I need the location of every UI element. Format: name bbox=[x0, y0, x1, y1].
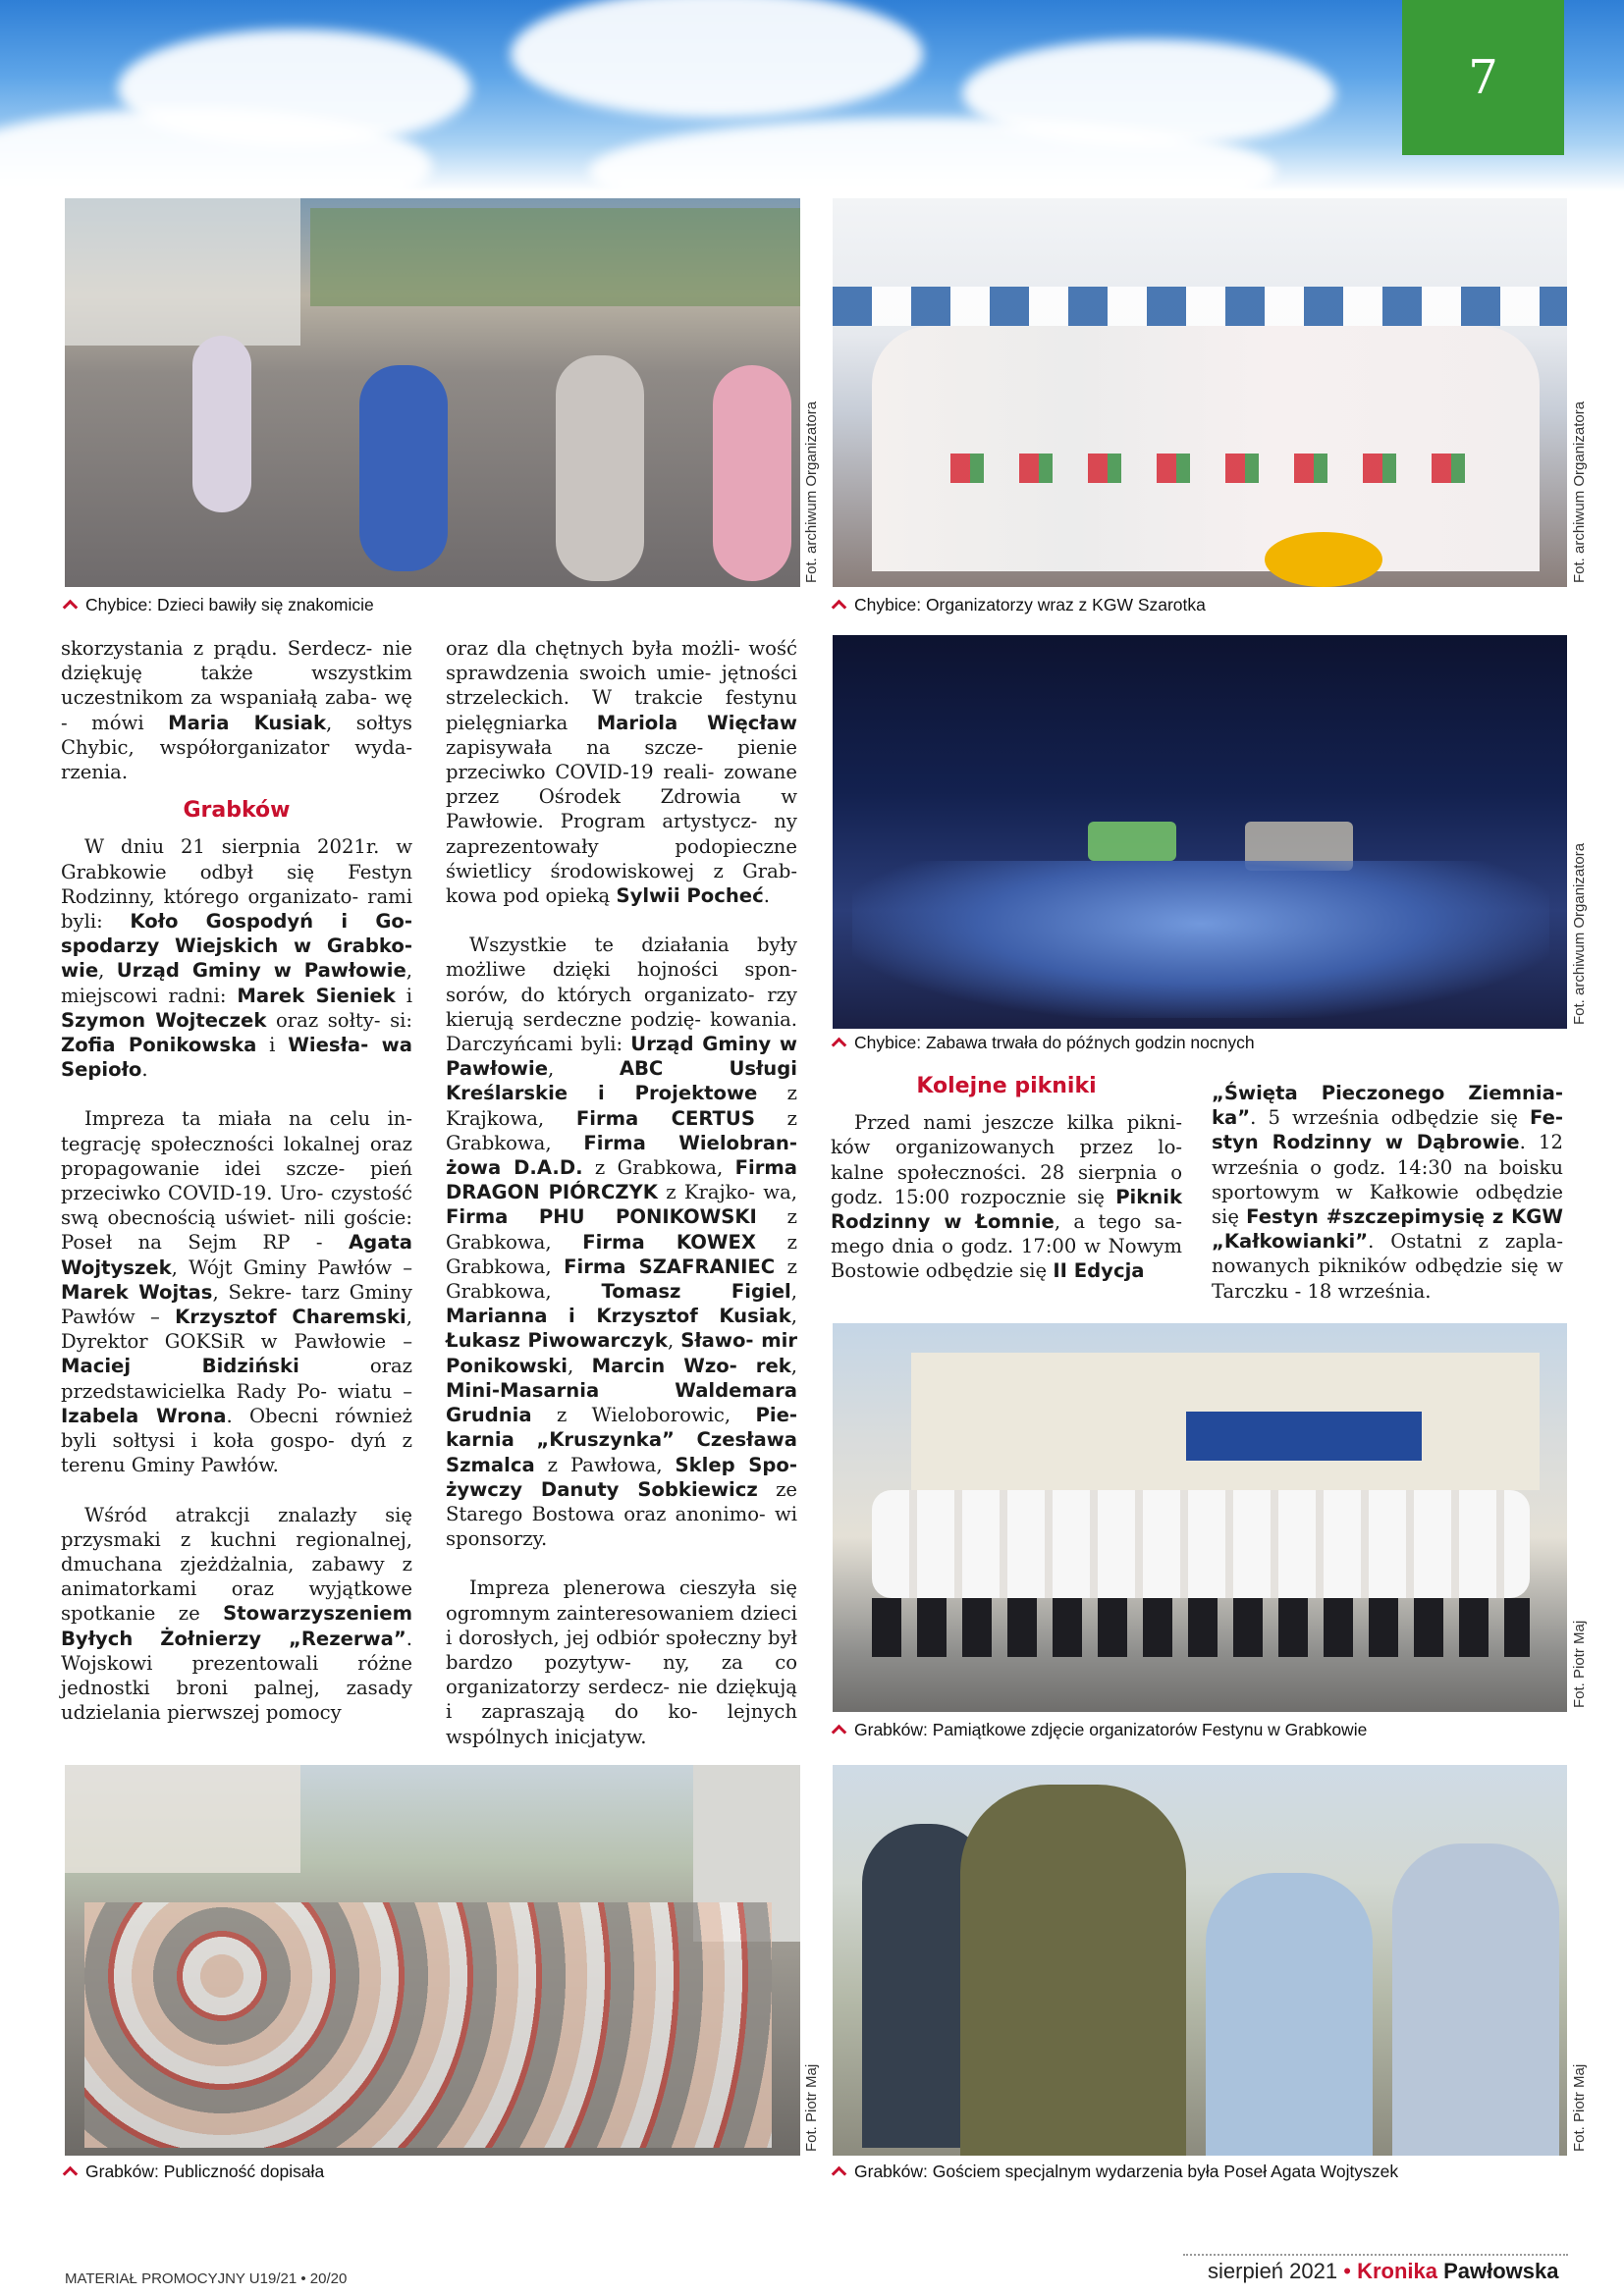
paragraph: Wszystkie te działania były możliwe dzięki hojności spon- sorów, do których organizato- rzy kierują serdeczne podzię- kowania. Darczyńcami byli: Urząd Gminy w Pawłowie, ABC Usługi Kreślarskie i Projektowe z Krajkowa, Firma CERTUS z Grabkowa, Firma Wielobran- żowa D.A.D. z Grabkowa, Firma DRAGON PIÓRCZYK z Krajko- wa, Firma PHU PONIKOWSKI z Grabkowa, Firma KOWEX z Grabkowa, Firma SZAFRANIEC z Grabkowa, Tomasz Figiel, Marianna i Krzysztof Kusiak, Łukasz Piwowarczyk, Sławo- mir Ponikowski, Marcin Wzo- rek, Mini-Masarnia Waldemara Grudnia z Wieloborowic, Pie- karnia „Kruszynka” Czesława Szmalca z Pawłowa, Sklep Spo- żywczy Danuty Sobkiewicz ze Starego Bostowa oraz anonimo- wi sponsorzy. bbox=[446, 934, 798, 1551]
photo-night-dance bbox=[833, 635, 1567, 1029]
page-number: 7 bbox=[1402, 0, 1564, 155]
photo-organizers-kgw-szarotka bbox=[833, 198, 1567, 587]
paragraph: Wśród atrakcji znalazły się przysmaki z kuchni regionalnej, dmuchana zjeżdżalnia, zabawy z animatorkami oraz wyjątkowe spotkanie ze Stowarzyszeniem Byłych Żołnierzy „Rezerwa”. Wojskowi prezentowali różne jednostki broni palnej, zasady udzielania pierwszej pomocy bbox=[61, 1503, 412, 1725]
caret-up-icon bbox=[63, 2166, 79, 2182]
paragraph: oraz dla chętnych była możli- wość sprawdzenia swoich umie- jętności strzeleckich. W trakcie festynu pielęgniarka Mariola Więcław zapisywała na szcze- pienie przeciwko COVID-19 reali- zowane przez Ośrodek Zdrowia w Pawłowie. Program artystycz- ny zaprezentowały podopieczne świetlicy środowiskowej z Grab- kowa pod opieką Sylwii Pocheć. bbox=[446, 637, 797, 908]
photo-credit: Fot. Piotr Maj bbox=[1571, 2063, 1588, 2152]
paragraph: Impreza ta miała na celu in- tegrację społeczności lokalnej oraz propagowanie idei szcze- pień przeciwko COVID-19. Uro- czystość swą obecnością uświet- nili goście: Poseł na Sejm RP - Agata Wojtyszek, Wójt Gminy Pawłów – Marek Wojtas, Sekre- tarz Gminy Pawłów – Krzysztof Charemski, Dyrektor GOKSiR w Pawłowie – Maciej Bidziński oraz przedstawicielka Rady Po- wiatu – Izabela Wrona. Obecni również byli sołtysi i koła gospo- dyń z terenu Gminy Pawłów. bbox=[61, 1107, 412, 1477]
paragraph: skorzystania z prądu. Serdecz- nie dziękuję także wszystkim uczestnikom za wspaniałą zaba- wę - mówi Maria Kusiak, sołtys Chybic, współorganizator wyda- rzenia. bbox=[61, 637, 412, 784]
photo-credit: Fot. archiwum Organizatora bbox=[803, 400, 820, 583]
footer-date: sierpień 2021 bbox=[1208, 2259, 1338, 2283]
photo-caption: Grabków: Publiczność dopisała bbox=[59, 2162, 324, 2182]
photo-caption: Chybice: Organizatorzy wraz z KGW Szarotka bbox=[828, 595, 1206, 615]
photo-credit: Fot. Piotr Maj bbox=[1571, 1620, 1588, 1708]
header-sky-banner bbox=[0, 0, 1624, 191]
paragraph: Przed nami jeszcze kilka pikni- ków organizowanych przez lo- kalne społeczności. 28 sierpnia o godz. 15:00 rozpocznie się Piknik Rodzinny w Łomnie, a tego sa- mego dnia o godz. 17:00 w Nowym Bostowie odbędzie się II Edycja bbox=[831, 1111, 1182, 1283]
photo-audience bbox=[65, 1765, 800, 2156]
photo-children-playing bbox=[65, 198, 800, 587]
caret-up-icon bbox=[832, 1038, 847, 1053]
footer-brand-pawlowska: Pawłowska bbox=[1443, 2259, 1559, 2283]
paragraph: Impreza plenerowa cieszyła się ogromnym zainteresowaniem dzieci i dorosłych, jej odbiór społeczny był bardzo pozytyw- ny, za co organizatorzy serdecz- nie dziękują i zapraszają do ko- lejnych wspólnych inicjatyw. bbox=[446, 1576, 797, 1748]
article-column-1 bbox=[61, 636, 412, 1725]
footer-brand-kronika: Kronika bbox=[1357, 2259, 1437, 2283]
caret-up-icon bbox=[832, 600, 847, 615]
photo-credit: Fot. archiwum Organizatora bbox=[1571, 400, 1588, 583]
photo-credit: Fot. Piotr Maj bbox=[803, 2063, 820, 2152]
photo-guest-agata-wojtyszek bbox=[833, 1765, 1567, 2156]
photo-caption: Grabków: Gościem specjalnym wydarzenia była Poseł Agata Wojtyszek bbox=[828, 2162, 1398, 2182]
footer-masthead bbox=[1208, 2259, 1559, 2284]
article-column-3 bbox=[831, 1070, 1182, 1284]
paragraph: „Święta Pieczonego Ziemnia- ka”. 5 września odbędzie się Fe- styn Rodzinny w Dąbrowie. 12 września o godz. 14:30 na boisku sportowym w Kałkowie odbędzie się Festyn #szczepimysię z KGW „Kałkowianki”. Ostatni z zapla- nowanych pikników odbędzie się w Tarczku - 18 września. bbox=[1212, 1082, 1563, 1303]
photo-credit: Fot. archiwum Organizatora bbox=[1571, 842, 1588, 1025]
article-column-4 bbox=[1212, 1081, 1563, 1304]
footer-promo-label: MATERIAŁ PROMOCYJNY U19/21 • 20/20 bbox=[65, 2270, 348, 2287]
photo-caption: Chybice: Zabawa trwała do późnych godzin nocnych bbox=[828, 1033, 1255, 1053]
photo-caption: Grabków: Pamiątkowe zdjęcie organizatorów Festynu w Grabkowie bbox=[828, 1720, 1367, 1740]
caret-up-icon bbox=[832, 1725, 847, 1740]
section-heading-grabkow: Grabków bbox=[183, 798, 291, 824]
paragraph: W dniu 21 sierpnia 2021r. w Grabkowie odbył się Festyn Rodzinny, którego organizato- rami byli: Koło Gospodyń i Go- spodarzy Wiejskich w Grabko- wie, Urząd Gminy w Pawłowie, miejscowi radni: Marek Sieniek i Szymon Wojteczek oraz sołty- si: Zofia Ponikowska i Wiesła- wa Sepioło. bbox=[61, 835, 413, 1082]
section-heading-kolejne-pikniki: Kolejne pikniki bbox=[916, 1074, 1097, 1098]
photo-group-grabkow bbox=[833, 1323, 1567, 1712]
article-column-2 bbox=[446, 636, 797, 1749]
photo-caption: Chybice: Dzieci bawiły się znakomicie bbox=[59, 595, 374, 615]
caret-up-icon bbox=[832, 2166, 847, 2182]
footer-divider bbox=[1183, 2254, 1568, 2256]
footer-bullet: • bbox=[1343, 2259, 1351, 2283]
caret-up-icon bbox=[63, 600, 79, 615]
